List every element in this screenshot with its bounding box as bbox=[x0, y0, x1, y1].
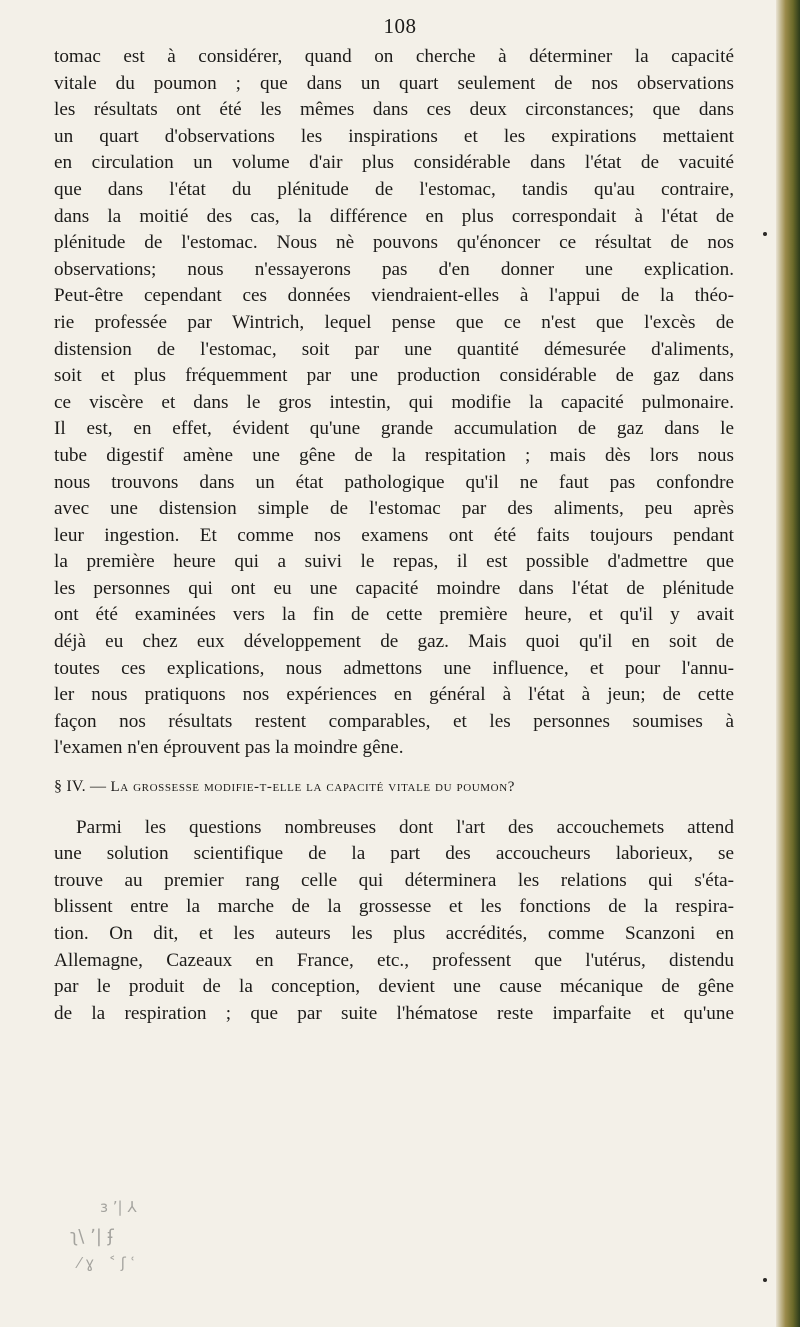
text-line: tion. On dit, et les auteurs les plus accrédités, comme Scanzoni en bbox=[54, 923, 734, 944]
text-line: Il est, en effet, évident qu'une grande accumulation de gaz dans le bbox=[54, 418, 734, 440]
text-line: tomac est à considérer, quand on cherche à déterminer la capacité bbox=[54, 46, 734, 67]
text-line: rie professée par Wintrich, lequel pense que ce n'est que l'excès de bbox=[54, 311, 734, 333]
text-line: Peut-être cependant ces données viendraient-elles à l'appui de la théo- bbox=[54, 285, 734, 307]
text-line: façon nos résultats restent comparables, et les personnes soumises à bbox=[54, 710, 734, 732]
text-line: en circulation un volume d'air plus considérable dans l'état de vacuité bbox=[54, 152, 734, 174]
scan-edge-shadow bbox=[776, 0, 800, 1327]
section-heading bbox=[54, 774, 734, 801]
text-line: observations; nous n'essayerons pas d'en donner une explication. bbox=[54, 258, 734, 280]
text-line: que dans l'état du plénitude de l'estomac, tandis qu'au contraire, bbox=[54, 178, 734, 200]
text-line: la première heure qui a suivi le repas, il est possible d'admettre que bbox=[54, 551, 734, 573]
text-line: dans la moitié des cas, la différence en plus correspondait à l'état de bbox=[54, 205, 734, 227]
text-line: distension de l'estomac, soit par une quantité démesurée d'aliments, bbox=[54, 338, 734, 360]
paragraph-1 bbox=[54, 44, 734, 762]
text-line: par le produit de la conception, devient une cause mécanique de gêne bbox=[54, 976, 734, 998]
text-line: nous trouvons dans un état pathologique qu'il ne faut pas confondre bbox=[54, 471, 734, 493]
text-line: trouve au premier rang celle qui déterminera les relations qui s'éta- bbox=[54, 869, 734, 891]
text-line: leur ingestion. Et comme nos examens ont été faits toujours pendant bbox=[54, 524, 734, 546]
text-line: Parmi les questions nombreuses dont l'art des accouchemets attend bbox=[76, 816, 734, 838]
text-line: tube digestif amène une gêne de la respitation ; mais dès lors nous bbox=[54, 444, 734, 466]
section-title: La grossesse modifie-t-elle la capacité vitale du poumon? bbox=[110, 779, 516, 796]
text-line: une solution scientifique de la part des accoucheurs laborieux, se bbox=[54, 843, 734, 865]
page-number: 108 bbox=[383, 14, 417, 38]
text-line: blissent entre la marche de la grossesse et les fonctions de la respira- bbox=[54, 896, 734, 918]
text-line: ce viscère et dans le gros intestin, qui modifie la capacité pulmonaire. bbox=[54, 391, 734, 413]
text-line: un quart d'observations les inspirations et les expirations mettaient bbox=[54, 125, 734, 147]
text-line: de la respiration ; que par suite l'hématose reste imparfaite et qu'une bbox=[54, 1002, 734, 1024]
text-line: déjà eu chez eux développement de gaz. Mais quoi qu'il en soit de bbox=[54, 631, 734, 653]
text-line: les personnes qui ont eu une capacité moindre dans l'état de plénitude bbox=[54, 577, 734, 599]
text-line: ont été examinées vers la fin de cette première heure, et qu'il y avait bbox=[54, 604, 734, 626]
text-line: avec une distension simple de l'estomac par des aliments, peu après bbox=[54, 498, 734, 520]
paragraph-2 bbox=[54, 815, 734, 1028]
text-line: ler nous pratiquons nos expériences en général à l'état à jeun; de cette bbox=[54, 684, 734, 706]
body-text bbox=[54, 44, 734, 1027]
margin-dot bbox=[763, 232, 767, 236]
text-line: vitale du poumon ; que dans un quart seulement de nos observations bbox=[54, 72, 734, 94]
section-number: § IV. — bbox=[54, 778, 107, 796]
text-line: plénitude de l'estomac. Nous nè pouvons qu'énoncer ce résultat de nos bbox=[54, 232, 734, 254]
text-line: les résultats ont été les mêmes dans ces deux circonstances; que dans bbox=[54, 99, 734, 121]
text-line: Allemagne, Cazeaux en France, etc., professent que l'utérus, distendu bbox=[54, 949, 734, 971]
text-line: soit et plus fréquemment par une production considérable de gaz dans bbox=[54, 365, 734, 387]
margin-dot bbox=[763, 1278, 767, 1282]
handwritten-mark: ɜ ʼ| ⅄ ʅ\ ʼ| ʄ ⁄ ɣ ˂ ʃ ʿ bbox=[70, 1198, 137, 1272]
text-line: l'examen n'en éprouvent pas la moindre gêne. bbox=[54, 737, 404, 759]
text-line: toutes ces explications, nous admettons une influence, et pour l'annu- bbox=[54, 657, 734, 679]
